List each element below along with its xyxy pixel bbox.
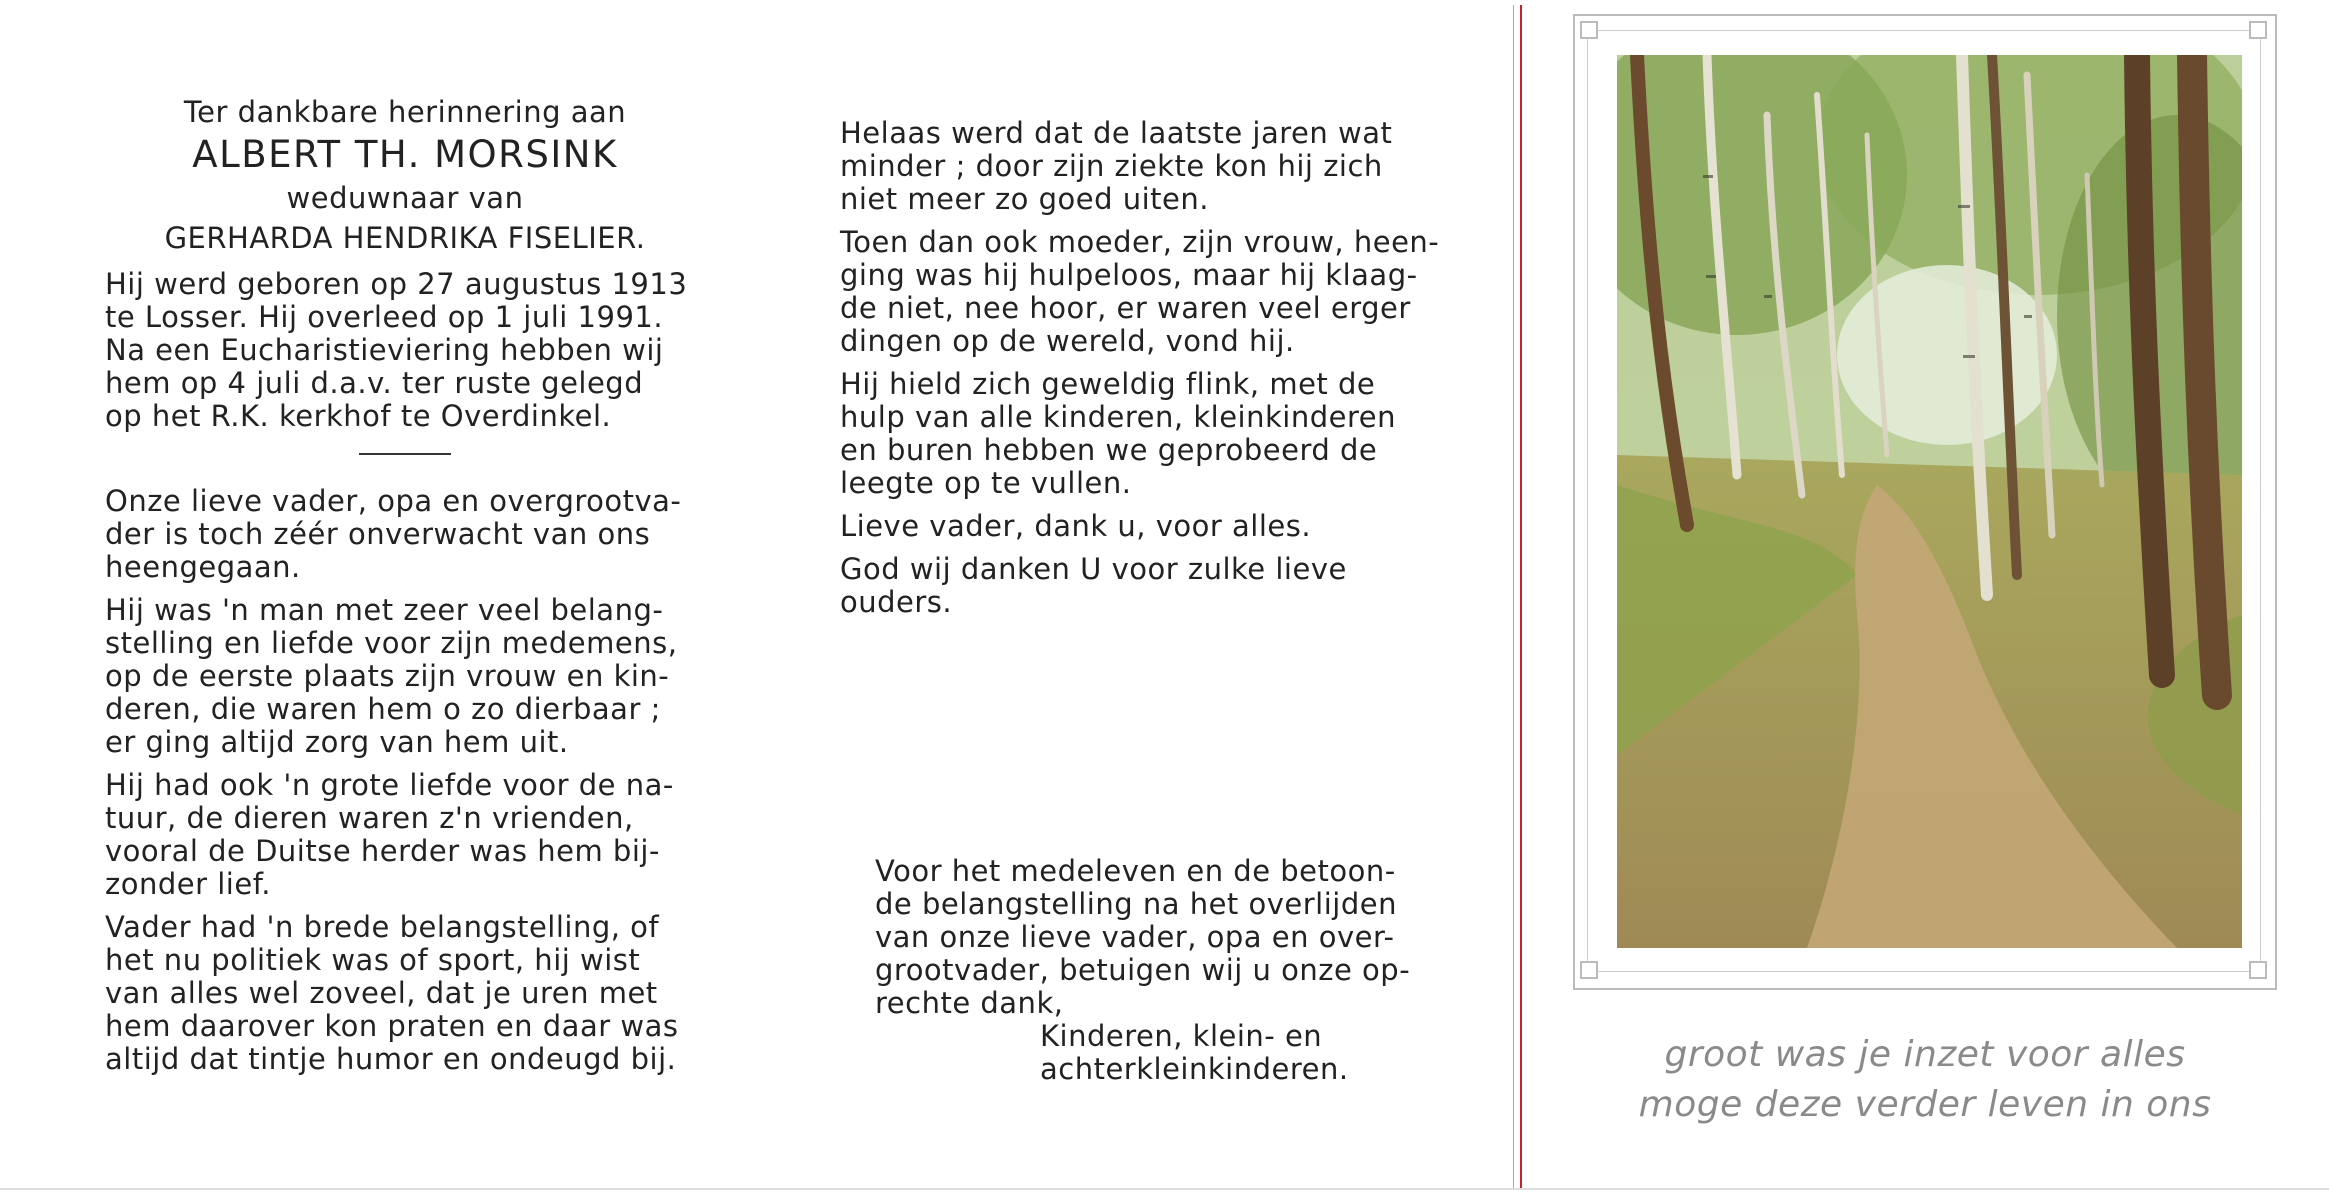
left-paragraph xyxy=(105,594,705,759)
relation-line: weduwnaar van xyxy=(286,181,524,215)
text-line: leegte op te vullen. xyxy=(840,466,1132,500)
thanks-line: Voor het medeleven en de betoon- xyxy=(875,854,1396,888)
bio-line: Na een Eucharistieviering hebben wij xyxy=(105,333,664,367)
middle-paragraph xyxy=(840,225,1440,358)
frame-corner-ornament xyxy=(2249,21,2267,39)
middle-paragraph xyxy=(840,368,1430,500)
text-line: de niet, nee hoor, er waren veel erger xyxy=(840,291,1411,325)
text-line: Helaas werd dat de laatste jaren wat xyxy=(840,116,1393,150)
bottom-edge xyxy=(0,1188,2329,1190)
frame-corner-ornament xyxy=(1580,21,1598,39)
text-line: hem daarover kon praten en daar was xyxy=(105,1009,679,1043)
thanks-line: van onze lieve vader, opa en over- xyxy=(875,920,1395,954)
frame-corner-ornament xyxy=(2249,961,2267,979)
text-line: Vader had 'n brede belangstelling, of xyxy=(105,910,660,944)
thanks-block xyxy=(875,855,1435,1086)
spouse-name: GERHARDA HENDRIKA FISELIER. xyxy=(164,221,646,255)
red-fold-line xyxy=(1520,5,1522,1190)
text-line: tuur, de dieren waren z'n vrienden, xyxy=(105,801,634,835)
text-line: Lieve vader, dank u, voor alles. xyxy=(840,509,1312,543)
text-line: deren, die waren hem o zo dierbaar ; xyxy=(105,692,661,726)
text-line: van alles wel zoveel, dat je uren met xyxy=(105,976,658,1010)
section-divider xyxy=(359,453,451,455)
bio-line: op het R.K. kerkhof te Overdinkel. xyxy=(105,399,612,433)
memorial-header xyxy=(105,92,705,258)
text-line: en buren hebben we geprobeerd de xyxy=(840,433,1378,467)
text-line: Hij was 'n man met zeer veel belang- xyxy=(105,593,664,627)
text-line: het nu politiek was of sport, hij wist xyxy=(105,943,641,977)
left-paragraph xyxy=(105,911,705,1076)
text-line: op de eerste plaats zijn vrouw en kin- xyxy=(105,659,670,693)
intro-line: Ter dankbare herinnering aan xyxy=(183,95,627,129)
text-line: Onze lieve vader, opa en overgrootva- xyxy=(105,484,682,518)
signature-line: Kinderen, klein- en xyxy=(1040,1019,1323,1053)
text-line: God wij danken U voor zulke lieve xyxy=(840,552,1347,586)
verse-line: moge deze verder leven in ons xyxy=(1638,1084,2212,1125)
signature xyxy=(875,1020,1435,1086)
thanks-line: rechte dank, xyxy=(875,986,1064,1020)
left-paragraph xyxy=(105,769,705,901)
forest-path-photo xyxy=(1617,55,2242,948)
left-paragraph xyxy=(105,485,705,584)
bio-line: hem op 4 juli d.a.v. ter ruste gelegd xyxy=(105,366,644,400)
forest-path-illustration xyxy=(1617,55,2242,948)
text-line: zonder lief. xyxy=(105,867,272,901)
middle-paragraph xyxy=(840,553,1430,619)
memorial-middle-column xyxy=(840,116,1440,619)
fold-line xyxy=(1513,5,1514,1190)
middle-paragraph xyxy=(840,117,1430,216)
text-line: Toen dan ook moeder, zijn vrouw, heen- xyxy=(840,225,1440,259)
thanks-line: grootvader, betuigen wij u onze op- xyxy=(875,953,1411,987)
memorial-verse xyxy=(1540,1030,2310,1130)
memorial-left-column xyxy=(105,92,705,1076)
bio-block xyxy=(105,268,705,433)
signature-line: achterkleinkinderen. xyxy=(1040,1052,1349,1086)
thanks-line: de belangstelling na het overlijden xyxy=(875,887,1397,921)
text-line: Hij had ook 'n grote liefde voor de na- xyxy=(105,768,674,802)
text-line: heengegaan. xyxy=(105,550,301,584)
text-line: altijd dat tintje humor en ondeugd bij. xyxy=(105,1042,677,1076)
verse-line: groot was je inzet voor alles xyxy=(1664,1034,2186,1075)
bio-line: Hij werd geboren op 27 augustus 1913 xyxy=(105,267,688,301)
text-line: stelling en liefde voor zijn medemens, xyxy=(105,626,678,660)
text-line: Hij hield zich geweldig flink, met de xyxy=(840,367,1376,401)
text-line: ging was hij hulpeloos, maar hij klaag- xyxy=(840,258,1418,292)
bio-line: te Losser. Hij overleed op 1 juli 1991. xyxy=(105,300,664,334)
text-line: hulp van alle kinderen, kleinkinderen xyxy=(840,400,1396,434)
text-line: niet meer zo goed uiten. xyxy=(840,182,1209,216)
text-line: vooral de Duitse herder was hem bij- xyxy=(105,834,660,868)
deceased-name: ALBERT TH. MORSINK xyxy=(192,133,618,176)
text-line: minder ; door zijn ziekte kon hij zich xyxy=(840,149,1383,183)
text-line: dingen op de wereld, vond hij. xyxy=(840,324,1295,358)
frame-corner-ornament xyxy=(1580,961,1598,979)
middle-paragraph xyxy=(840,510,1430,543)
text-line: er ging altijd zorg van hem uit. xyxy=(105,725,569,759)
text-line: ouders. xyxy=(840,585,953,619)
text-line: der is toch zéér onverwacht van ons xyxy=(105,517,651,551)
